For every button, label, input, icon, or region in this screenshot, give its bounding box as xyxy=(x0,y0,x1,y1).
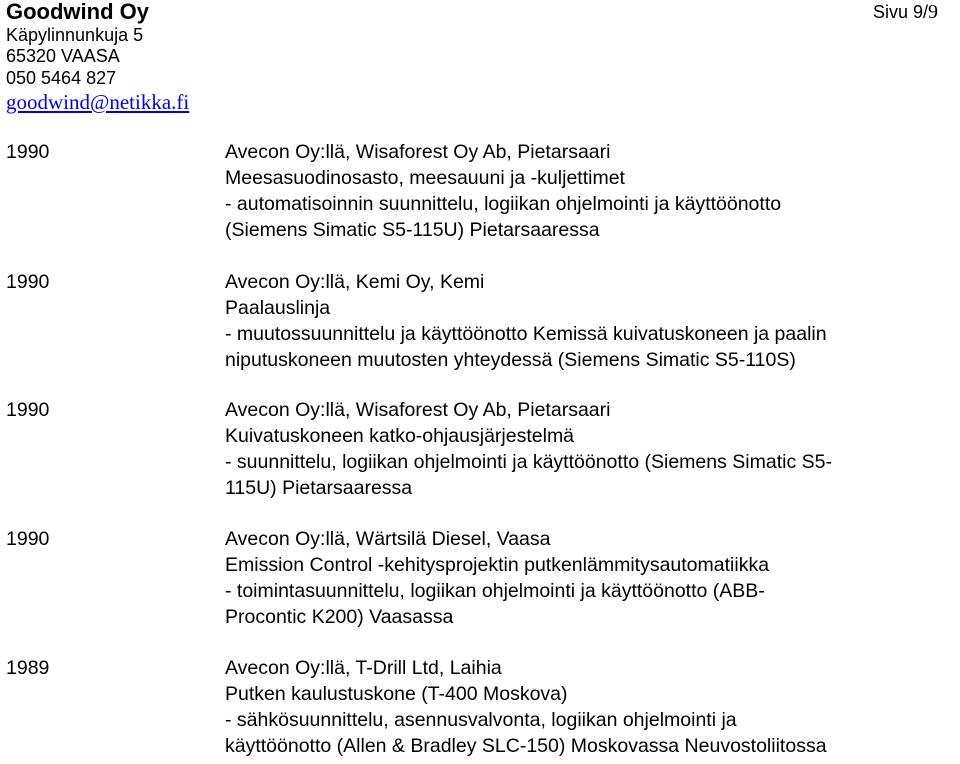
entry-year: 1990 xyxy=(6,528,50,550)
entry-line: Avecon Oy:llä, Kemi Oy, Kemi xyxy=(225,271,485,293)
entry-description xyxy=(225,397,955,501)
entry-line: Avecon Oy:llä, Wärtsilä Diesel, Vaasa xyxy=(225,528,551,550)
entry-line: Putken kaulustuskone (T-400 Moskova) xyxy=(225,683,568,705)
entry-line: niputuskoneen muutosten yhteydessä (Siemens Simatic S5-110S) xyxy=(225,349,796,371)
entry-line: käyttöönotto (Allen & Bradley SLC-150) Moskovassa Neuvostoliitossa xyxy=(225,735,827,757)
entry-line: - toimintasuunnittelu, logiikan ohjelmointi ja käyttöönotto (ABB- xyxy=(225,580,765,602)
entry-line: Avecon Oy:llä, Wisaforest Oy Ab, Pietarsaari xyxy=(225,141,611,163)
page-header xyxy=(6,0,954,120)
entry-line: - muutossuunnittelu ja käyttöönotto Kemissä kuivatuskoneen ja paalin xyxy=(225,323,827,345)
entry-description xyxy=(225,269,955,373)
entry-line: Meesasuodinosasto, meesauuni ja -kuljettimet xyxy=(225,167,625,189)
entry-line: Kuivatuskoneen katko-ohjausjärjestelmä xyxy=(225,425,575,447)
page-number xyxy=(873,2,938,22)
phone-number: 050 5464 827 xyxy=(6,68,117,88)
entry-line: Avecon Oy:llä, Wisaforest Oy Ab, Pietarsaari xyxy=(225,399,611,421)
entry-line: Procontic K200) Vaasassa xyxy=(225,606,454,628)
entry-year: 1990 xyxy=(6,271,50,293)
entry-description xyxy=(225,139,955,243)
entry-description xyxy=(225,526,955,630)
entry-description xyxy=(225,655,955,759)
company-name: Goodwind Oy xyxy=(6,0,149,24)
entry-year: 1990 xyxy=(6,399,50,421)
email-link[interactable]: goodwind@netikka.fi xyxy=(6,90,190,114)
page-number-total: 9 xyxy=(928,1,938,23)
entry-line: - automatisoinnin suunnittelu, logiikan ohjelmointi ja käyttöönotto xyxy=(225,193,782,215)
page-number-label: Sivu 9/ xyxy=(872,2,928,22)
entry-line: Avecon Oy:llä, T-Drill Ltd, Laihia xyxy=(225,657,502,679)
entry-line: (Siemens Simatic S5-115U) Pietarsaaressa xyxy=(225,219,600,241)
entry-line: Paalauslinja xyxy=(225,297,331,319)
entry-line: - sähkösuunnittelu, asennusvalvonta, logiikan ohjelmointi ja xyxy=(225,709,737,731)
entry-line: Emission Control -kehitysprojektin putkenlämmitysautomatiikka xyxy=(225,554,770,576)
entry-line: 115U) Pietarsaaressa xyxy=(225,477,413,499)
address-city: 65320 VAASA xyxy=(6,46,120,66)
entry-line: - suunnittelu, logiikan ohjelmointi ja käyttöönotto (Siemens Simatic S5- xyxy=(225,451,832,473)
address-street: Käpylinnunkuja 5 xyxy=(6,25,144,45)
entry-year: 1989 xyxy=(6,657,50,679)
entry-year: 1990 xyxy=(6,141,50,163)
